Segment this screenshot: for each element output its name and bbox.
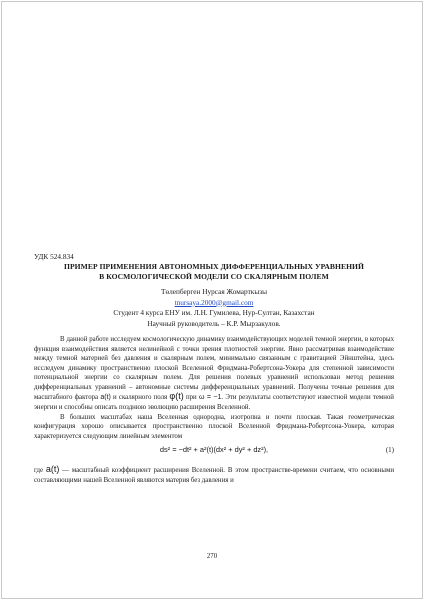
paper-title <box>34 262 394 281</box>
scale-factor-symbol: a(t) <box>100 394 111 401</box>
paper-page <box>34 252 394 485</box>
page-number: 270 <box>206 553 218 560</box>
author-email-link[interactable]: tnursaya.2000@gmail.com <box>174 297 254 307</box>
scalar-field-symbol: φ(t) <box>169 391 184 401</box>
udk-code: УДК 524.834 <box>34 252 74 261</box>
omega-condition: ω = −1 <box>198 394 222 401</box>
scientific-advisor: Научный руководитель – К.Р. Мырзакулов. <box>147 318 281 328</box>
author-block <box>34 287 394 329</box>
abstract-paragraph-2: В больших масштабах наша Вселенная однородна, изотропна и почти плоская. Такая геометрическая конфигурация хорошо описывается пространственно плоской Вселенной Фридмана-Робертсона-Уокера, которая характеризуется следующим линейным элементом <box>34 413 394 440</box>
line-element-formula: ds² = −dt² + a²(t)(dx² + dy² + dz²), <box>159 445 269 454</box>
scale-factor-symbol-2: a(t) <box>45 464 60 474</box>
abstract-paragraph-1: В данной работе исследуем космологическую динамику взаимодействующих моделей темной энергии, в которых функция взаимодействия является нелинейной с точки зрения плотностей энергии. Явно рассматривая взаимодействие между темной материей без давления и скалярным полем, минимально связанным с гравитацией Эйнштейна, здесь исследуем динамику пространственно плоской Вселенной Фридмана-Робертсона-Уокера для степенной зависимости потенциальной энергии со скалярным полем. Для решения полевых уравнений использован метод решения дифференциальных уравнений – автономные системы дифференциальных уравнений. Получены точные решения для масштабного фактора a(t) и скалярного поля φ(t) при ω = −1. Эти результаты соответствуют известной модели темной энергии и способны описать позднюю эволюцию расширения Вселенной. <box>34 336 394 411</box>
equation-1 <box>34 444 394 461</box>
abstract <box>34 335 394 441</box>
equation-number: (1) <box>385 446 394 454</box>
title-line-1: ПРИМЕР ПРИМЕНЕНИЯ АВТОНОМНЫХ ДИФФЕРЕНЦИАЛЬНЫХ УРАВНЕНИЙ <box>64 262 364 271</box>
author-affiliation: Студент 4 курса ЕНУ им. Л.Н. Гумилева, Нур-Султан, Казахстан <box>113 308 315 317</box>
post-formula-text: где a(t) — масштабный коэффициент расширения Вселенной. В этом пространстве-времени считаем, что основными составляющими нашей Вселенной являются материя без давления и <box>34 464 394 484</box>
author-name: Төлепберген Нурсая Жомарткызы <box>160 287 268 296</box>
title-line-2: В КОСМОЛОГИЧЕСКОЙ МОДЕЛИ СО СКАЛЯРНЫМ ПОЛЕМ <box>99 271 329 281</box>
